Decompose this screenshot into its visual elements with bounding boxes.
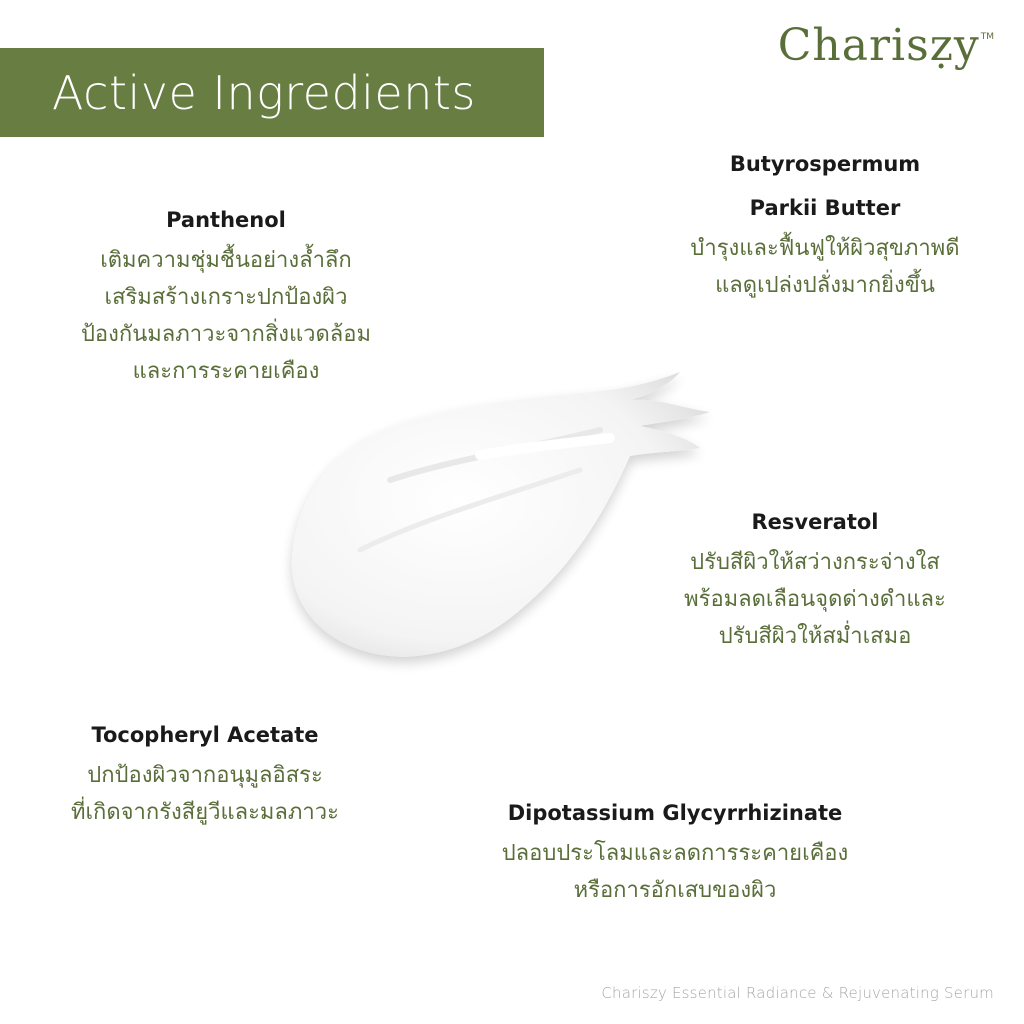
ingredient-desc-line: เสริมสร้างเกราะปกป้องผิว (104, 285, 348, 310)
ingredient-name: Parkii Butter (749, 196, 901, 220)
ingredient-name: Dipotassium Glycyrrhizinate (507, 801, 843, 825)
ingredient-desc-line: และการระคายเคือง (132, 359, 320, 384)
cream-swatch-image (280, 360, 720, 680)
ingredient-name: Tocopheryl Acetate (91, 723, 319, 747)
ingredient-desc-line: ปรับสีผิวให้สม่ำเสมอ (718, 624, 912, 649)
brand-logo (778, 18, 994, 74)
ingredient-name: Resveratol (751, 510, 879, 534)
ingredient-desc-line: หรือการอักเสบของผิว (573, 878, 777, 903)
product-name-footer: Chariszy Essential Radiance & Rejuvenating Serum (601, 984, 994, 1002)
ingredient-desc-line: ที่เกิดจากรังสียูวีและมลภาวะ (71, 800, 339, 825)
brand-name: Charisẓy (777, 20, 980, 71)
ingredient-desc-line: ปรับสีผิวให้สว่างกระจ่างใส (690, 550, 940, 575)
ingredient-desc-line: ปกป้องผิวจากอนุมูลอิสระ (87, 763, 323, 788)
ingredient-desc-line: พร้อมลดเลือนจุดด่างดำและ (684, 587, 946, 612)
ingredient-desc-line: เติมความชุ่มชื้นอย่างล้ำลึก (100, 248, 352, 273)
ingredient-desc-line: บำรุงและฟื้นฟูให้ผิวสุขภาพดี (690, 236, 960, 261)
ingredient-dipotassium-glycyrrhizinate (470, 791, 880, 909)
trademark-mark: TM (980, 32, 994, 42)
ingredient-desc-line: แลดูเปล่งปลั่งมากยิ่งขึ้น (715, 273, 935, 298)
ingredient-shea-butter (640, 142, 1010, 304)
ingredient-desc-line: ปลอบประโลมและลดการระคายเคือง (501, 841, 849, 866)
ingredient-desc-line: ป้องกันมลภาวะจากสิ่งแวดล้อม (80, 322, 372, 347)
ingredient-tocopheryl-acetate (30, 713, 380, 831)
title-banner (0, 48, 544, 137)
ingredient-name: Panthenol (166, 208, 286, 232)
banner-title: Active Ingredients (52, 65, 476, 120)
ingredient-name: Butyrospermum (729, 152, 921, 176)
